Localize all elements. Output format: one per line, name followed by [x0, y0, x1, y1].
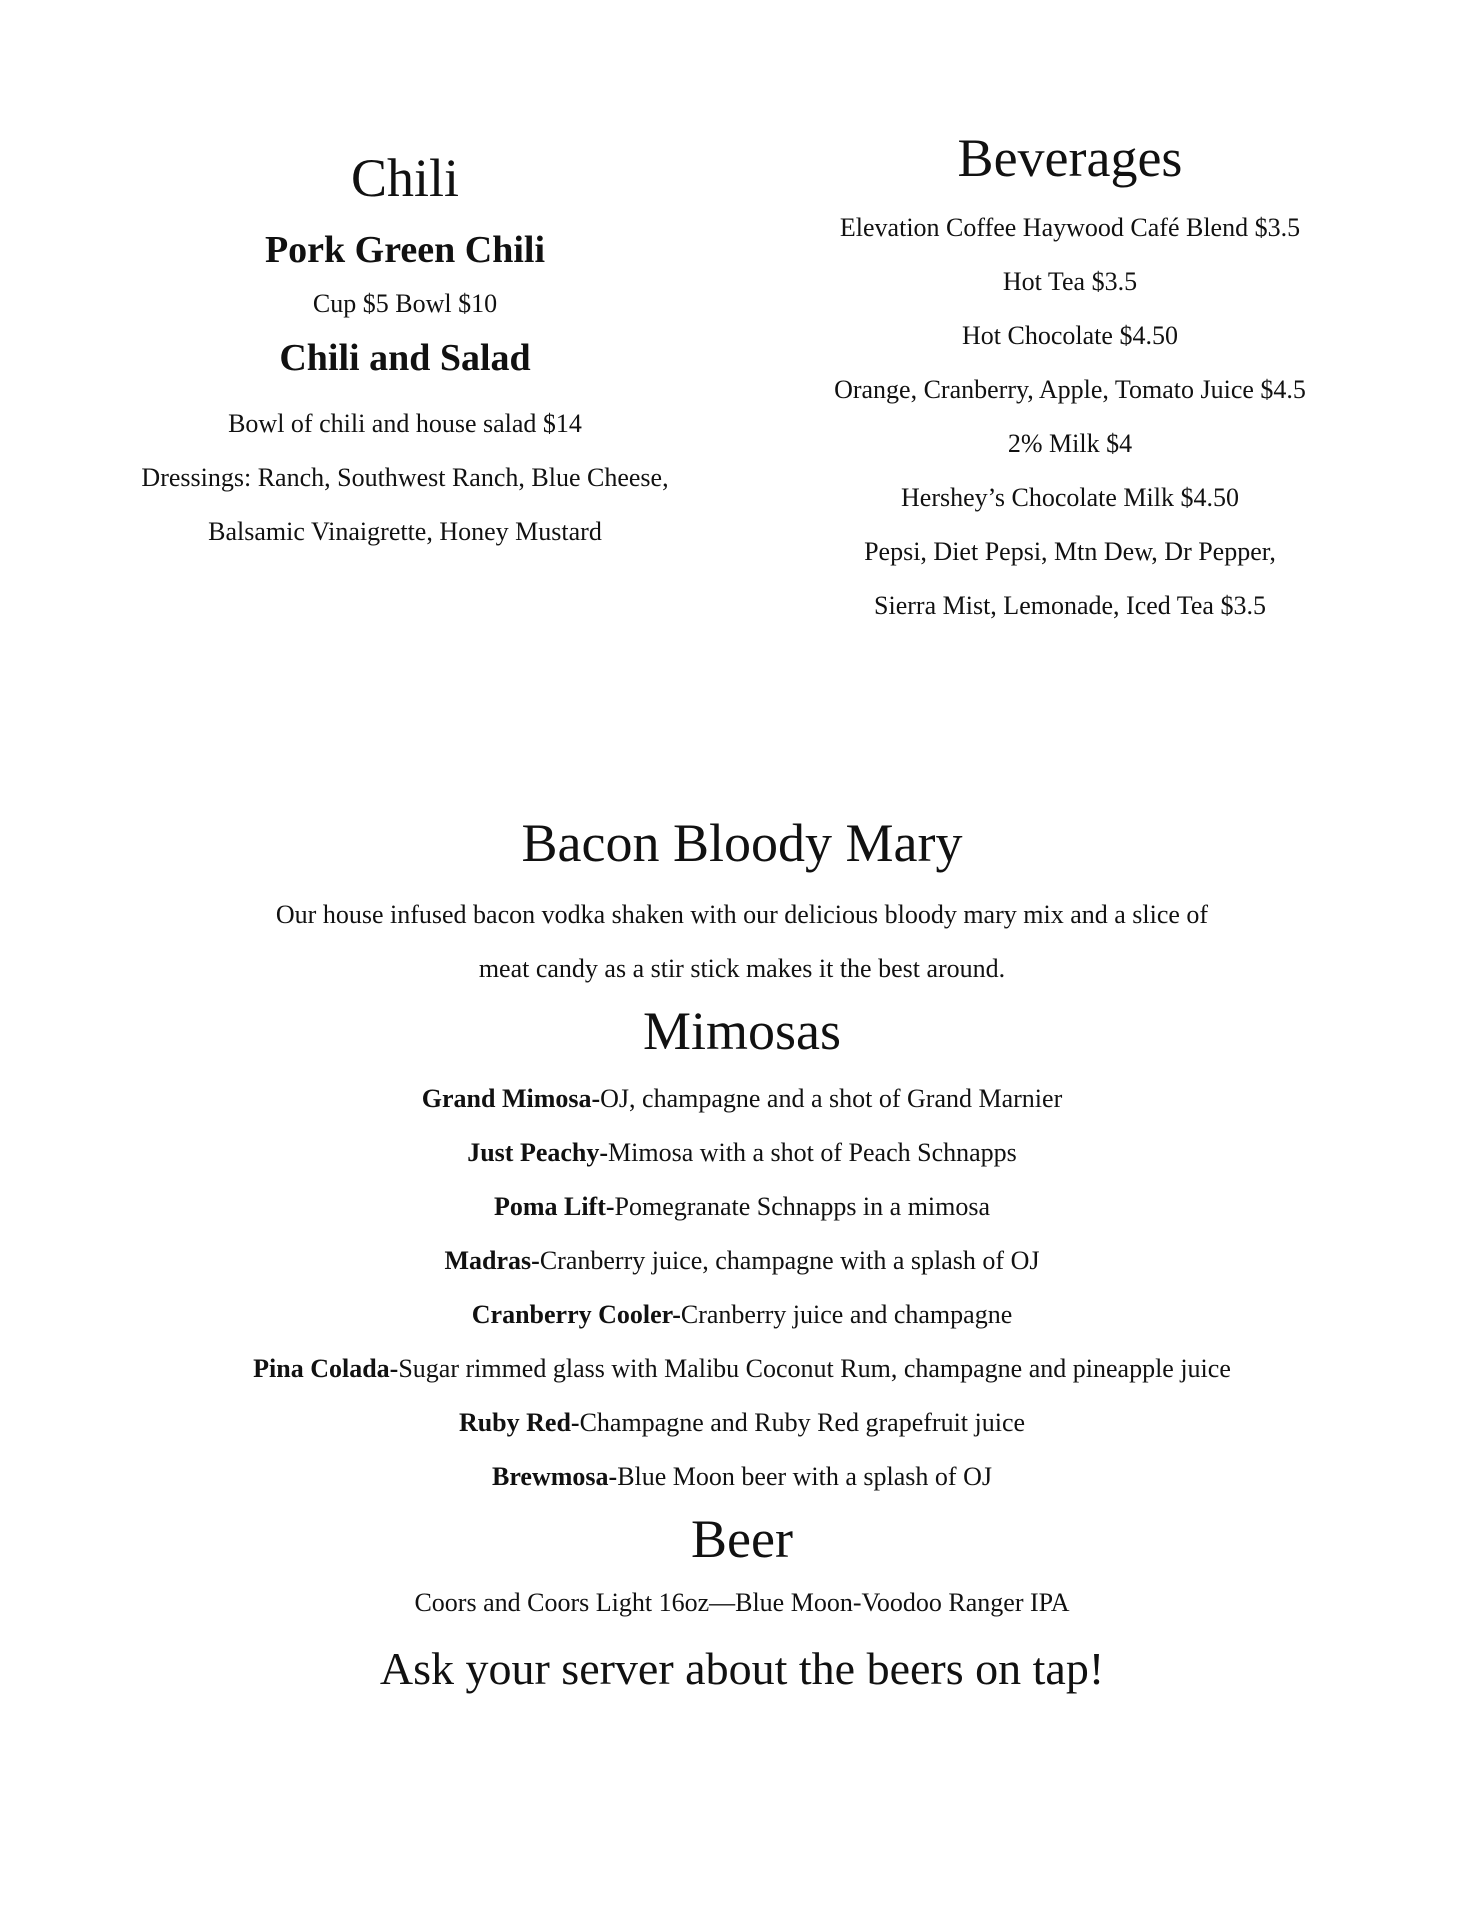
pork-green-chili-price: Cup $5 Bowl $10 [312, 289, 498, 318]
mimosa-item [0, 1342, 1484, 1396]
beverage-line: Pepsi, Diet Pepsi, Mtn Dew, Dr Pepper, [864, 537, 1276, 566]
mimosa-name: Ruby Red- [458, 1408, 580, 1437]
beverage-line: Orange, Cranberry, Apple, Tomato Juice $4.5 [834, 375, 1306, 404]
mimosa-desc: Sugar rimmed glass with Malibu Coconut Rum, champagne and pineapple juice [398, 1354, 1231, 1383]
chili-and-salad-name: Chili and Salad [279, 337, 531, 379]
pork-green-chili-name: Pork Green Chili [264, 229, 546, 271]
mimosa-item [0, 1288, 1484, 1342]
bloody-mary-desc-1: Our house infused bacon vodka shaken with our delicious bloody mary mix and a slice of [275, 900, 1209, 929]
beverage-line: Hot Chocolate $4.50 [962, 321, 1178, 350]
beverages-title: Beverages [957, 128, 1183, 188]
chili-section [100, 145, 710, 559]
beer-list: Coors and Coors Light 16oz—Blue Moon-Voodoo Ranger IPA [414, 1588, 1070, 1617]
mimosa-desc: Cranberry juice and champagne [680, 1300, 1013, 1329]
mimosa-name: Just Peachy- [467, 1138, 609, 1167]
beverage-line: Hot Tea $3.5 [1002, 267, 1138, 296]
mimosa-name: Pina Colada- [253, 1354, 399, 1383]
beverage-line: 2% Milk $4 [1007, 429, 1133, 458]
beverage-line: Elevation Coffee Haywood Café Blend $3.5 [839, 213, 1301, 242]
mimosa-item [0, 1072, 1484, 1126]
mimosa-name: Cranberry Cooler- [471, 1300, 681, 1329]
mimosa-name: Brewmosa- [492, 1462, 618, 1491]
beverages-section [770, 125, 1370, 633]
mimosa-name: Poma Lift- [493, 1192, 615, 1221]
beer-tagline: Ask your server about the beers on tap! [379, 1643, 1105, 1694]
drinks-section [0, 810, 1484, 1708]
mimosa-desc: Champagne and Ruby Red grapefruit juice [579, 1408, 1026, 1437]
mimosa-item [0, 1234, 1484, 1288]
chili-and-salad-dressings-2: Balsamic Vinaigrette, Honey Mustard [208, 517, 602, 546]
mimosa-desc: Cranberry juice, champagne with a splash of OJ [539, 1246, 1040, 1275]
bloody-mary-title: Bacon Bloody Mary [521, 813, 963, 873]
mimosa-name: Madras- [444, 1246, 540, 1275]
beer-title: Beer [691, 1509, 793, 1569]
mimosa-item [0, 1396, 1484, 1450]
beverage-line: Sierra Mist, Lemonade, Iced Tea $3.5 [874, 591, 1266, 620]
mimosa-item [0, 1450, 1484, 1504]
chili-and-salad-desc: Bowl of chili and house salad $14 [228, 409, 582, 438]
mimosa-desc: Blue Moon beer with a splash of OJ [617, 1462, 992, 1491]
mimosa-desc: OJ, champagne and a shot of Grand Marnier [600, 1084, 1063, 1113]
chili-and-salad-dressings-1: Dressings: Ranch, Southwest Ranch, Blue Cheese, [141, 463, 669, 492]
bloody-mary-desc-2: meat candy as a stir stick makes it the best around. [478, 954, 1006, 983]
mimosa-name: Grand Mimosa- [421, 1084, 601, 1113]
mimosa-item [0, 1126, 1484, 1180]
mimosa-desc: Mimosa with a shot of Peach Schnapps [608, 1138, 1017, 1167]
mimosa-desc: Pomegranate Schnapps in a mimosa [614, 1192, 991, 1221]
mimosas-title: Mimosas [642, 1001, 842, 1061]
beverage-line: Hershey’s Chocolate Milk $4.50 [901, 483, 1239, 512]
chili-title: Chili [350, 148, 460, 208]
mimosa-item [0, 1180, 1484, 1234]
